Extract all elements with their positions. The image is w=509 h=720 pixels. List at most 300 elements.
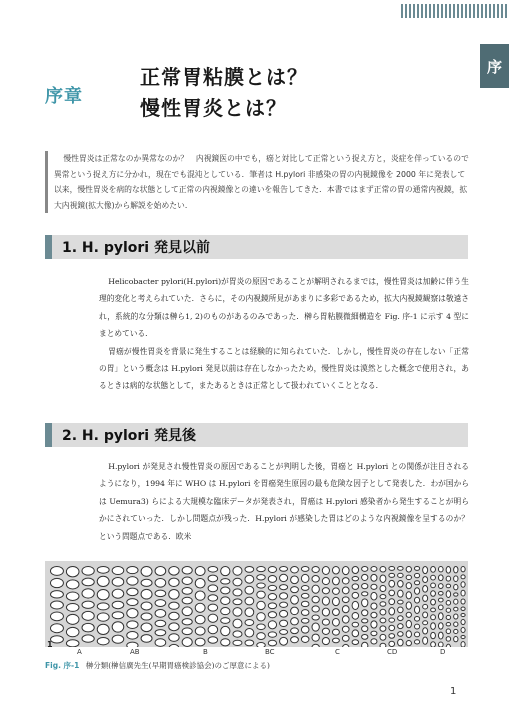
mucosa-cell: [454, 637, 458, 642]
mucosa-cell: [221, 587, 230, 594]
mucosa-cell: [245, 640, 254, 646]
mucosa-cell: [291, 596, 299, 604]
mucosa-cell: [446, 644, 450, 647]
mucosa-cell: [280, 602, 288, 607]
mucosa-cell: [362, 635, 368, 640]
mucosa-cell: [398, 639, 404, 646]
mucosa-cell: [208, 595, 218, 601]
mucosa-cell: [280, 620, 288, 626]
mucosa-cell: [208, 637, 218, 644]
mucosa-cell: [461, 575, 465, 579]
mucosa-cell: [169, 567, 179, 576]
mucosa-cell: [431, 615, 436, 620]
mucosa-cell: [112, 578, 124, 587]
mucosa-cell: [414, 597, 419, 603]
mucosa-cell: [322, 567, 329, 575]
mucosa-cell: [291, 637, 299, 643]
mucosa-cell: [51, 624, 64, 633]
mucosa-cell: [169, 634, 179, 642]
mucosa-cell: [221, 608, 230, 615]
mucosa-cell: [342, 597, 349, 603]
mucosa-cell: [141, 613, 152, 620]
mucosa-cell: [257, 583, 266, 588]
mucosa-cell: [454, 614, 458, 619]
mucosa-cell: [454, 576, 458, 582]
paragraph: Helicobacter pylori(H.pylori)が胃炎の原因であることが解明されるまでは，慢性胃炎は加齢に伴う生理的変化と考えられていた．さらに，その内視鏡所見があまりに多彩であるため，拡大内視鏡観察は敬遠され，系統的な分類は榊ら1, 2)のものがあるのみであった．榊ら胃粘膜微細構造を Fig. 序-1 に示す 4 型にまとめている．: [99, 277, 469, 339]
mucosa-cell: [195, 603, 205, 612]
mucosa-cell: [245, 586, 254, 594]
mucosa-cell: [380, 602, 386, 606]
section-heading-2-text: 2. H. pylori 発見後: [62, 428, 196, 444]
mucosa-cell: [362, 583, 368, 588]
mucosa-cell: [208, 567, 218, 573]
mucosa-cell: [371, 574, 377, 581]
mucosa-cell: [66, 567, 79, 577]
mucosa-cell: [245, 608, 254, 617]
mucosa-cell: [195, 567, 205, 576]
mucosa-cell: [155, 630, 166, 636]
chapter-label: 序章: [45, 86, 83, 107]
mucosa-cell: [461, 620, 465, 625]
mucosa-cell: [446, 629, 450, 634]
mucosa-cell: [362, 574, 368, 580]
mucosa-cell: [312, 606, 319, 612]
mucosa-cell: [97, 603, 109, 610]
mucosa-cell: [423, 621, 428, 625]
mucosa-cell: [97, 576, 109, 586]
mucosa-cell: [195, 627, 205, 635]
mucosa-cell: [268, 585, 276, 590]
mucosa-cell: [221, 579, 230, 584]
figure-caption-number: Fig. 序-1: [45, 661, 80, 670]
mucosa-cell: [332, 597, 339, 605]
section-1-body: [99, 273, 469, 395]
mucosa-cell: [406, 620, 411, 627]
paragraph: H.pylori が発見され慢性胃炎の原因であることが判明した後，胃癌と H.pylori との関係が注目されるようになり，1994 年に WHO は H.pylori を胃癌発生原因の最も危険な因子として発表した．わが国からは Uemura3) らによる大規模な臨床データが発表され，胃癌は H.pylori 感染者から発生することが明らかにされていった．しかし問題点が残った．H.pylori が感染した胃はどのような内視鏡像を呈するのか？ という問題点である．欧米: [99, 462, 477, 541]
mucosa-cell: [461, 599, 465, 604]
mucosa-cell: [195, 579, 205, 588]
section-heading-1: [45, 235, 468, 259]
mucosa-cell: [301, 626, 309, 633]
mucosa-cell: [431, 575, 436, 580]
mucosa-cell: [82, 567, 94, 576]
mucosa-cell: [322, 619, 329, 625]
mucosa-cell: [352, 630, 358, 637]
mucosa-cell: [82, 589, 94, 598]
figure-tag: 1: [47, 640, 53, 649]
mucosa-cell: [454, 607, 458, 611]
mucosa-cell: [389, 580, 395, 587]
mucosa-cell: [371, 584, 377, 589]
mucosa-cell: [342, 644, 349, 647]
mucosa-cell: [414, 632, 419, 637]
mucosa-cell: [461, 607, 465, 610]
mucosa-cell: [438, 605, 443, 610]
mucosa-cell: [280, 610, 288, 617]
mucosa-cell: [268, 567, 276, 573]
mucosa-cell: [233, 608, 242, 616]
mucosa-cell: [312, 623, 319, 631]
mucosa-cell: [438, 623, 443, 629]
mucosa-cell: [461, 567, 465, 572]
mucosa-cell: [280, 593, 288, 599]
mucosa-cell: [380, 595, 386, 599]
section-heading-bar: [45, 423, 52, 447]
mucosa-cell: [112, 589, 124, 598]
mucosa-cell: [352, 584, 358, 590]
mucosa-cell: [431, 567, 436, 573]
mucosa-cell: [208, 575, 218, 582]
mucosa-cell: [141, 602, 152, 610]
mucosa-cell: [301, 567, 309, 572]
mucosa-cell: [342, 567, 349, 575]
mucosa-cell: [312, 575, 319, 582]
mucosa-cell: [221, 626, 230, 635]
mucosa-cell: [257, 624, 266, 630]
mucosa-cell: [431, 623, 436, 630]
figure-label-a: A: [77, 648, 82, 656]
figure-label-bc: BC: [265, 648, 275, 656]
mucosa-cell: [332, 618, 339, 626]
mucosa-cell: [301, 601, 309, 606]
mucosa-cell: [312, 596, 319, 603]
mucosa-cell: [446, 615, 450, 619]
mucosa-cell: [155, 567, 166, 576]
mucosa-cell: [446, 584, 450, 588]
mucosa-cell: [322, 637, 329, 644]
mucosa-cell: [446, 623, 450, 626]
mucosa-cell: [414, 616, 419, 621]
mucosa-cell: [182, 567, 192, 575]
mucosa-cell: [352, 612, 358, 619]
mucosa-cell: [301, 618, 309, 623]
mucosa-cell: [380, 609, 386, 615]
mucosa-cell: [182, 619, 192, 625]
section-heading-bar: [45, 235, 52, 259]
mucosa-cell: [182, 587, 192, 594]
mucosa-cell: [301, 636, 309, 642]
mucosa-cell: [431, 591, 436, 597]
mucosa-cell: [380, 618, 386, 623]
mucosa-cell: [169, 602, 179, 609]
mucosa-cell: [127, 642, 138, 647]
mucosa-cell: [268, 621, 276, 629]
mucosa-cell: [454, 629, 458, 633]
mucosa-cell: [406, 592, 411, 599]
mucosa-cell: [301, 593, 309, 598]
mucosa-cell: [141, 567, 152, 577]
mucosa-cell: [342, 616, 349, 623]
figure-label-d: D: [440, 648, 446, 656]
mucosa-cell: [431, 583, 436, 588]
mucosa-cell: [257, 575, 266, 580]
mucosa-cell: [291, 618, 299, 625]
mucosa-cell: [461, 628, 465, 633]
mucosa-cell: [371, 603, 377, 609]
mucosa-cell: [169, 589, 179, 599]
mucosa-cell: [380, 643, 386, 647]
mucosa-cell: [268, 576, 276, 583]
mucosa-cell: [380, 567, 386, 573]
mucosa-cell: [257, 633, 266, 640]
mucosa-cell: [312, 644, 319, 647]
mucosa-cell: [169, 644, 179, 647]
mucosa-cell: [438, 575, 443, 581]
mucosa-cell: [406, 602, 411, 609]
mucosa-cell: [414, 624, 419, 629]
mucosa-cell: [280, 567, 288, 572]
mucosa-cell: [398, 580, 404, 587]
mucosa-cell: [371, 612, 377, 618]
mucosa-cell: [423, 595, 428, 601]
mucosa-cell: [461, 590, 465, 596]
mucosa-cell: [352, 622, 358, 627]
mucosa-cell: [414, 567, 419, 571]
mucosa-cell: [82, 623, 94, 632]
mucosa-cell: [454, 585, 458, 590]
section-heading-2: [45, 423, 468, 447]
intro-block: [45, 151, 472, 213]
mucosa-cell: [431, 599, 436, 605]
mucosa-cell: [380, 626, 386, 631]
mucosa-cell: [233, 599, 242, 605]
mucosa-cell: [461, 582, 465, 587]
mucosa-cell: [233, 619, 242, 628]
mucosa-cell: [268, 640, 276, 646]
mucosa-cell: [155, 639, 166, 647]
figure-labels: [45, 648, 468, 658]
mucosa-cell: [362, 599, 368, 607]
mucosa-cell: [245, 629, 254, 637]
mucosa-cell: [406, 583, 411, 589]
mucosa-cell: [332, 629, 339, 635]
mucosa-cell: [362, 626, 368, 632]
mucosa-cell: [454, 593, 458, 596]
mucosa-cell: [398, 607, 404, 613]
mucosa-cell: [112, 601, 124, 609]
mucosa-cell: [398, 573, 404, 577]
figure-caption-text: 榊分類(榊信廣先生(早期胃癌検診協会)のご厚意による): [85, 661, 270, 670]
mucosa-cell: [66, 614, 79, 624]
mucosa-cell: [423, 577, 428, 583]
mucosa-cell: [221, 597, 230, 605]
mucosa-cell: [389, 634, 395, 639]
mucosa-cell: [371, 592, 377, 600]
mucosa-cell: [221, 639, 230, 646]
mucosa-cell: [182, 628, 192, 635]
mucosa-cell: [398, 624, 404, 629]
figure-label-c: C: [335, 648, 340, 656]
mucosa-cell: [362, 592, 368, 596]
mucosa-cell: [332, 609, 339, 616]
mucosa-cell: [342, 626, 349, 632]
mucosa-cell: [438, 567, 443, 572]
mucosa-cell: [66, 592, 79, 600]
mucosa-cell: [414, 606, 419, 613]
mucosa-cell: [362, 619, 368, 623]
mucosa-cell: [406, 575, 411, 580]
mucosa-cell: [380, 634, 386, 640]
mucosa-cell: [322, 608, 329, 616]
mucosa-cell: [423, 567, 428, 574]
mucosa-cell: [414, 581, 419, 585]
mucosa-cell: [438, 642, 443, 647]
mucosa-cell: [371, 567, 377, 572]
mucosa-cell: [362, 610, 368, 616]
mucosa-cell: [312, 615, 319, 620]
mucosa-cell: [342, 635, 349, 641]
mucosa-cell: [414, 573, 419, 577]
section-heading-1-text: 1. H. pylori 発見以前: [62, 240, 210, 256]
mucosa-cell: [82, 601, 94, 608]
mucosa-cell: [362, 642, 368, 647]
mucosa-cell: [257, 591, 266, 598]
mucosa-cell: [195, 615, 205, 624]
mucosa-cell: [112, 567, 124, 575]
mucosa-cell: [423, 604, 428, 609]
mucosa-cell: [389, 599, 395, 605]
figure-label-cd: CD: [387, 648, 398, 656]
mucosa-cell: [127, 599, 138, 606]
mucosa-cell: [352, 592, 358, 598]
mucosa-cell: [322, 578, 329, 585]
mucosa-cell: [51, 612, 64, 621]
mucosa-cell: [446, 601, 450, 606]
mucosa-cell: [233, 567, 242, 576]
mucosa-cell: [97, 624, 109, 634]
mucosa-cell: [342, 587, 349, 594]
mucosa-cell: [155, 620, 166, 626]
mucosa-cell: [268, 632, 276, 637]
mucosa-cell: [280, 585, 288, 590]
mucosa-cell: [446, 608, 450, 612]
mucosa-cell: [127, 631, 138, 639]
mucosa-cell: [389, 608, 395, 615]
mucosa-cell: [446, 591, 450, 598]
page-number: 1: [450, 686, 457, 697]
mucosa-cell: [51, 591, 64, 598]
mucosa-cell: [398, 567, 404, 571]
paragraph: 胃癌が慢性胃炎を背景に発生することは経験的に知られていた．しかし，慢性胃炎の存在しない「正常の胃」という概念は H.pylori 発見以前は存在しなかったため，慢性胃炎は漠然とした概念で使用され，あるときは病的な状態として，またあるときは正常として扱われていくこととなる．: [99, 346, 469, 391]
mucosa-cell: [380, 585, 386, 591]
mucosa-cell: [362, 567, 368, 572]
mucosa-cell: [291, 607, 299, 615]
mucosa-cell: [438, 613, 443, 620]
mucosa-cell: [352, 576, 358, 580]
mucosa-cell: [322, 588, 329, 594]
mucosa-cell: [301, 610, 309, 616]
mucosa-cell: [461, 642, 465, 647]
chapter-tab: 序: [480, 44, 509, 88]
mucosa-cell: [423, 586, 428, 593]
mucosa-cell: [66, 627, 79, 636]
mucosa-cell: [182, 597, 192, 604]
mucosa-cell: [195, 638, 205, 646]
mucosa-cell: [454, 567, 458, 573]
mucosa-cell: [406, 612, 411, 617]
mucosa-cell: [312, 567, 319, 573]
page-title-line2: 慢性胃炎とは？: [140, 96, 287, 120]
mucosa-cell: [268, 612, 276, 618]
mucosa-cell: [127, 621, 138, 629]
mucosa-cell: [182, 638, 192, 647]
mucosa-cell: [82, 611, 94, 620]
figure-label-ab: AB: [130, 648, 140, 656]
mucosa-cell: [342, 578, 349, 584]
mucosa-cell: [389, 641, 395, 646]
mucosa-cell: [141, 623, 152, 632]
mucosa-cell: [371, 631, 377, 636]
mucosa-cell: [406, 631, 411, 638]
mucosa-cell: [414, 588, 419, 594]
mucosa-cell: [221, 567, 230, 576]
mucosa-cell: [322, 628, 329, 634]
mucosa-cell: [155, 609, 166, 617]
mucosa-cell: [389, 567, 395, 571]
mucosa-cell: [332, 567, 339, 574]
mucosa-cell: [233, 578, 242, 586]
mucosa-cell: [233, 589, 242, 596]
mucosa-cell: [332, 577, 339, 585]
mucosa-cell: [127, 609, 138, 618]
mucosa-cell: [141, 579, 152, 586]
mucosa-cell: [322, 597, 329, 605]
mucosa-cell: [257, 643, 266, 647]
mucosa-cell: [268, 594, 276, 600]
mucosa-cell: [423, 612, 428, 618]
mucosa-cell: [389, 573, 395, 577]
mucosa-cell: [82, 578, 94, 586]
mucosa-cell: [332, 588, 339, 594]
mucosa-cell: [182, 577, 192, 584]
mucosa-cell: [312, 634, 319, 641]
mucosa-cell: [352, 567, 358, 574]
mucosa-cell: [431, 608, 436, 612]
mucosa-cell: [398, 632, 404, 637]
mucosa-cell: [414, 640, 419, 644]
mucosa-cell: [291, 587, 299, 593]
mucosa-cell: [280, 574, 288, 581]
mucosa-cell: [51, 567, 64, 576]
mucosa-cell: [423, 637, 428, 644]
mucosa-cell: [257, 601, 266, 609]
mucosa-cell: [389, 590, 395, 596]
mucosa-cell: [398, 616, 404, 621]
mucosa-cell: [312, 585, 319, 593]
mucosa-cell: [155, 579, 166, 588]
mucosa-cell: [342, 606, 349, 613]
mucosa-cell: [389, 618, 395, 622]
mucosa-cell: [245, 619, 254, 625]
mucosa-cell: [51, 578, 64, 587]
mucosa-cell: [112, 622, 124, 632]
mucosa-cell: [423, 628, 428, 634]
mucosa-cell: [66, 603, 79, 611]
mucosa-cell: [431, 642, 436, 647]
mucosa-cell: [461, 613, 465, 616]
mucosa-cell: [438, 584, 443, 589]
mucosa-cell: [127, 577, 138, 585]
mucosa-cell: [268, 603, 276, 609]
mucosa-cell: [389, 625, 395, 630]
mucosa-cell: [208, 604, 218, 611]
mucosa-cell: [66, 580, 79, 589]
header-stripe-decoration: [401, 4, 509, 18]
mucosa-cell: [398, 600, 404, 604]
mucosa-cell: [169, 612, 179, 620]
mucosa-cell: [454, 622, 458, 626]
page-title-line1: 正常胃粘膜とは？: [140, 65, 308, 89]
